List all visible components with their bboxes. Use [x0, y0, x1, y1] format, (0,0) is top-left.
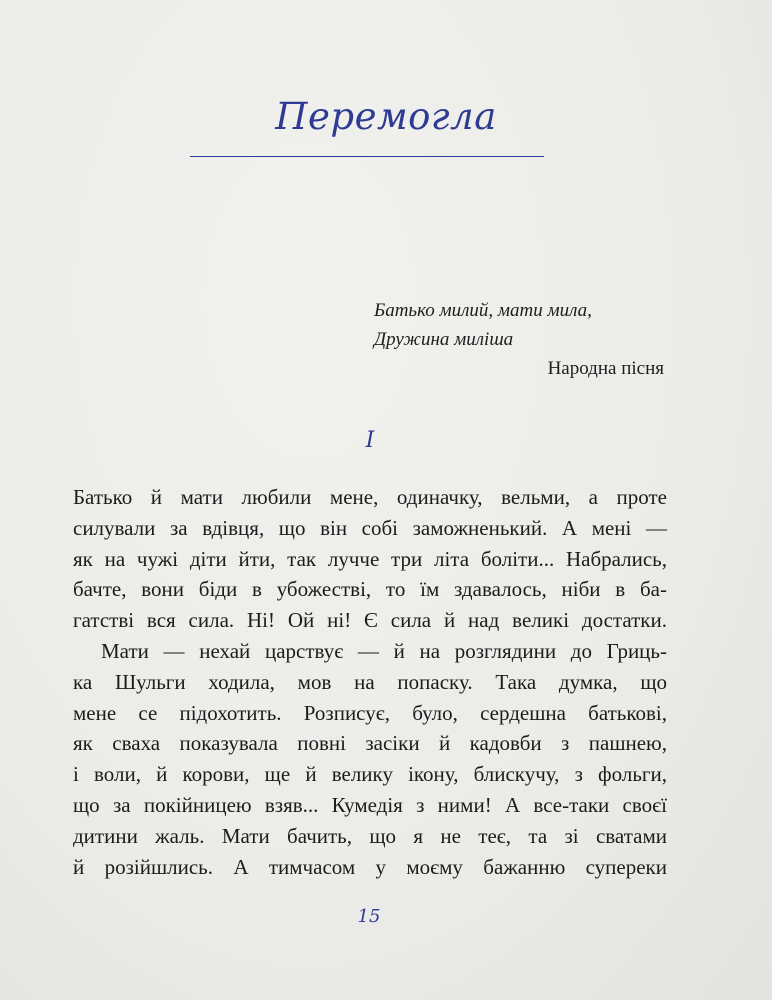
- epigraph-line-1: Батько милий, мати мила,: [374, 300, 592, 321]
- body-line: і воли, й корови, ще й велику ікону, блискучу, з фольги,: [73, 762, 667, 787]
- chapter-title: Перемогла: [275, 95, 497, 138]
- body-line: як сваха показувала повні засіки й кадовби з пашнею,: [73, 731, 667, 756]
- body-line: гатстві вся сила. Ні! Ой ні! Є сила й над великі достатки.: [73, 608, 667, 633]
- body-line: Мати — нехай царствує — й на розглядини до Гриць-: [101, 638, 667, 663]
- epigraph-source: Народна пісня: [547, 358, 664, 379]
- epigraph: [324, 296, 664, 383]
- section-number: I: [365, 428, 375, 453]
- title-underline: [190, 156, 544, 157]
- body-line: ка Шульги ходила, мов на попаску. Така думка, що: [73, 669, 667, 694]
- body-line: як на чужі діти йти, так лучче три літа боліти... Набрались,: [73, 546, 667, 571]
- body-text: [73, 482, 667, 882]
- body-line: й розійшлись. А тимчасом у моєму бажанню супереки: [73, 854, 667, 879]
- page-number: 15: [357, 906, 381, 927]
- body-line: що за покійницею взяв... Кумедія з ними! А все-таки своєї: [73, 792, 667, 817]
- body-line: Батько й мати любили мене, одиначку, вельми, а проте: [73, 485, 667, 509]
- body-line: дитини жаль. Мати бачить, що я не теє, та зі сватами: [73, 823, 667, 848]
- epigraph-line-2: Дружина миліша: [374, 329, 514, 350]
- body-line: мене се підохотить. Розписує, було, сердешна батькові,: [73, 700, 667, 725]
- body-line: силували за вдівця, що він собі заможненький. А мені —: [73, 515, 667, 540]
- body-line: бачте, вони біди в убожестві, то їм здавалось, ніби в ба-: [73, 577, 667, 602]
